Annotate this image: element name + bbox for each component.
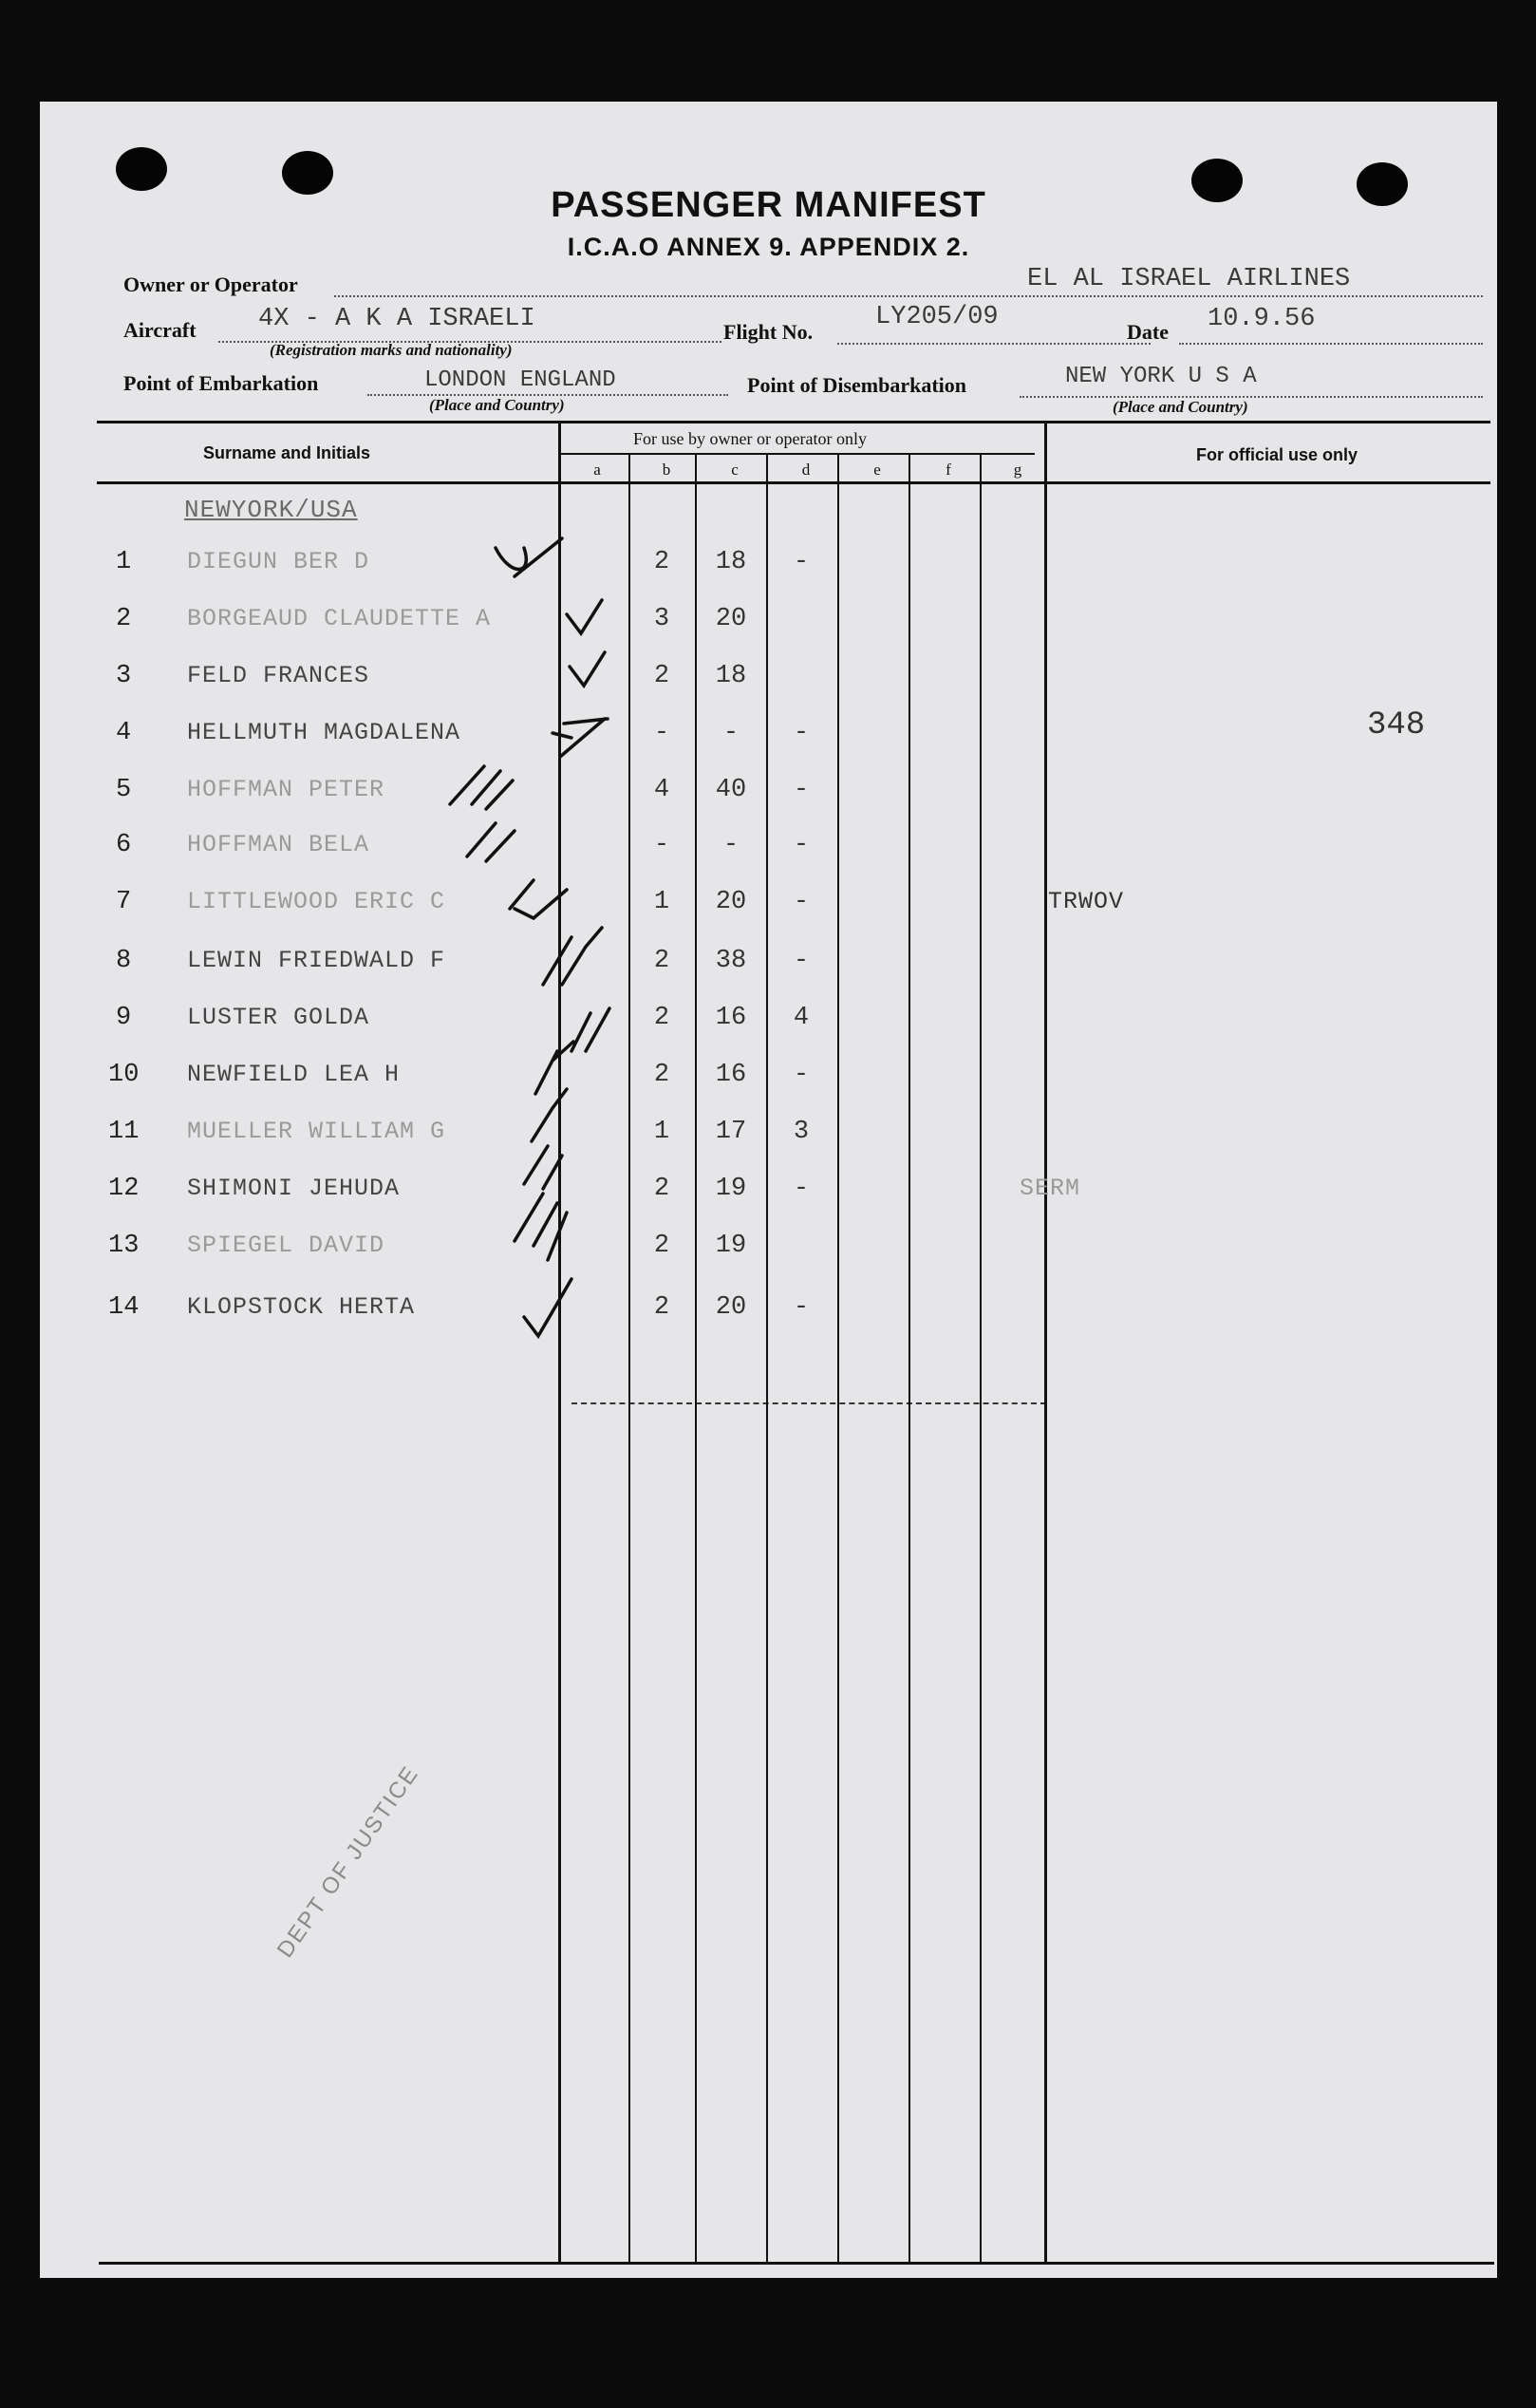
embarkation-label: Point of Embarkation [123, 371, 319, 395]
disembarkation-sublabel: (Place and Country) [1113, 398, 1248, 416]
row-number: 2 [116, 605, 132, 633]
cell-d: - [793, 776, 810, 804]
aircraft-value: 4X - A K A ISRAELI [258, 305, 535, 333]
flight-label: Flight No. [723, 320, 814, 344]
disembarkation-value: NEW YORK U S A [1065, 364, 1257, 389]
passenger-name: BORGEAUD CLAUDETTE A [187, 605, 492, 632]
aircraft-label: Aircraft [123, 318, 197, 342]
official-use-header: For official use only [1196, 445, 1358, 464]
cell-b: 1 [653, 1118, 670, 1146]
passenger-name: HOFFMAN BELA [187, 831, 370, 858]
row-number: 10 [108, 1061, 140, 1089]
passenger-name: HOFFMAN PETER [187, 776, 385, 803]
column-letter: a [593, 461, 601, 479]
cell-d: - [793, 719, 810, 747]
cell-b: 2 [653, 1175, 670, 1203]
cell-c: 20 [715, 1293, 747, 1322]
cell-d: 4 [793, 1004, 810, 1032]
official-note: TRWOV [1048, 888, 1125, 915]
row-number: 7 [116, 888, 132, 916]
cell-c: 19 [715, 1232, 747, 1260]
owner-value: EL AL ISRAEL AIRLINES [1027, 265, 1351, 293]
cell-b: 2 [653, 947, 670, 975]
cell-d: - [793, 888, 810, 916]
passenger-name: SHIMONI JEHUDA [187, 1175, 401, 1202]
cell-d: - [793, 1061, 810, 1089]
cell-c: 18 [715, 548, 747, 576]
aircraft-sublabel: (Registration marks and nationality) [270, 341, 513, 359]
row-number: 11 [108, 1118, 140, 1146]
row-number: 4 [116, 719, 132, 747]
cell-b: 2 [653, 1061, 670, 1089]
cell-c: 20 [715, 888, 747, 916]
row-number: 5 [116, 776, 132, 804]
date-label: Date [1127, 320, 1169, 344]
passenger-name: HELLMUTH MAGDALENA [187, 719, 461, 746]
flight-value: LY205/09 [875, 303, 999, 331]
cell-b: 2 [653, 1293, 670, 1322]
passenger-name: LUSTER GOLDA [187, 1004, 370, 1031]
passenger-name: LITTLEWOOD ERIC C [187, 888, 446, 915]
cell-b: 2 [653, 548, 670, 576]
handwritten-checkmarks-icon [40, 102, 1497, 2278]
cell-c: - [722, 719, 740, 747]
column-letter: e [873, 461, 881, 479]
section-label: NEWYORK/USA [184, 496, 358, 524]
cell-d: - [793, 1293, 810, 1322]
cell-c: 19 [715, 1175, 747, 1203]
row-number: 6 [116, 831, 132, 859]
row-number: 12 [108, 1175, 140, 1203]
column-letter: g [1013, 461, 1022, 479]
row-number: 14 [108, 1293, 140, 1322]
passenger-name: SPIEGEL DAVID [187, 1232, 385, 1259]
surname-header: Surname and Initials [203, 443, 371, 462]
cell-c: 20 [715, 605, 747, 633]
cell-d: - [793, 947, 810, 975]
column-letter: f [946, 461, 951, 479]
passenger-name: LEWIN FRIEDWALD F [187, 947, 446, 974]
cell-b: 2 [653, 1004, 670, 1032]
row-number: 1 [116, 548, 132, 576]
official-number: 348 [1367, 707, 1426, 743]
cell-b: 2 [653, 1232, 670, 1260]
row-number: 13 [108, 1232, 140, 1260]
cell-d: - [793, 548, 810, 576]
column-letter: d [801, 461, 811, 479]
passenger-name: FELD FRANCES [187, 662, 370, 689]
cell-c: 16 [715, 1004, 747, 1032]
passenger-name: KLOPSTOCK HERTA [187, 1293, 416, 1321]
manifest-sheet [40, 102, 1497, 2278]
cell-d: 3 [793, 1118, 810, 1146]
passenger-name: MUELLER WILLIAM G [187, 1118, 446, 1145]
cell-c: 16 [715, 1061, 747, 1089]
cell-d: - [793, 1175, 810, 1203]
page-subtitle: I.C.A.O ANNEX 9. APPENDIX 2. [567, 233, 970, 261]
embarkation-sublabel: (Place and Country) [429, 396, 565, 414]
disembarkation-label: Point of Disembarkation [747, 373, 966, 397]
owner-label: Owner or Operator [123, 273, 298, 296]
cell-b: 2 [653, 662, 670, 690]
cell-c: 40 [715, 776, 747, 804]
cell-b: - [653, 831, 670, 859]
cell-d: - [793, 831, 810, 859]
row-number: 8 [116, 947, 132, 975]
cell-b: - [653, 719, 670, 747]
passenger-name: NEWFIELD LEA H [187, 1061, 401, 1088]
passenger-name: DIEGUN BER D [187, 548, 370, 575]
cell-b: 4 [653, 776, 670, 804]
embarkation-value: LONDON ENGLAND [424, 367, 616, 393]
column-letter: b [662, 461, 671, 479]
row-number: 9 [116, 1004, 132, 1032]
owner-use-header: For use by owner or operator only [633, 429, 867, 448]
cell-b: 1 [653, 888, 670, 916]
date-value: 10.9.56 [1208, 305, 1316, 333]
cell-c: 18 [715, 662, 747, 690]
page-title: PASSENGER MANIFEST [551, 185, 986, 225]
cell-b: 3 [653, 605, 670, 633]
cell-c: - [722, 831, 740, 859]
row-number: 3 [116, 662, 132, 690]
official-note: SERM [1020, 1175, 1081, 1202]
column-letter: c [731, 461, 739, 479]
cell-c: 38 [715, 947, 747, 975]
dept-of-justice-stamp: DEPT OF JUSTICE [272, 1760, 424, 1963]
cell-c: 17 [715, 1118, 747, 1146]
